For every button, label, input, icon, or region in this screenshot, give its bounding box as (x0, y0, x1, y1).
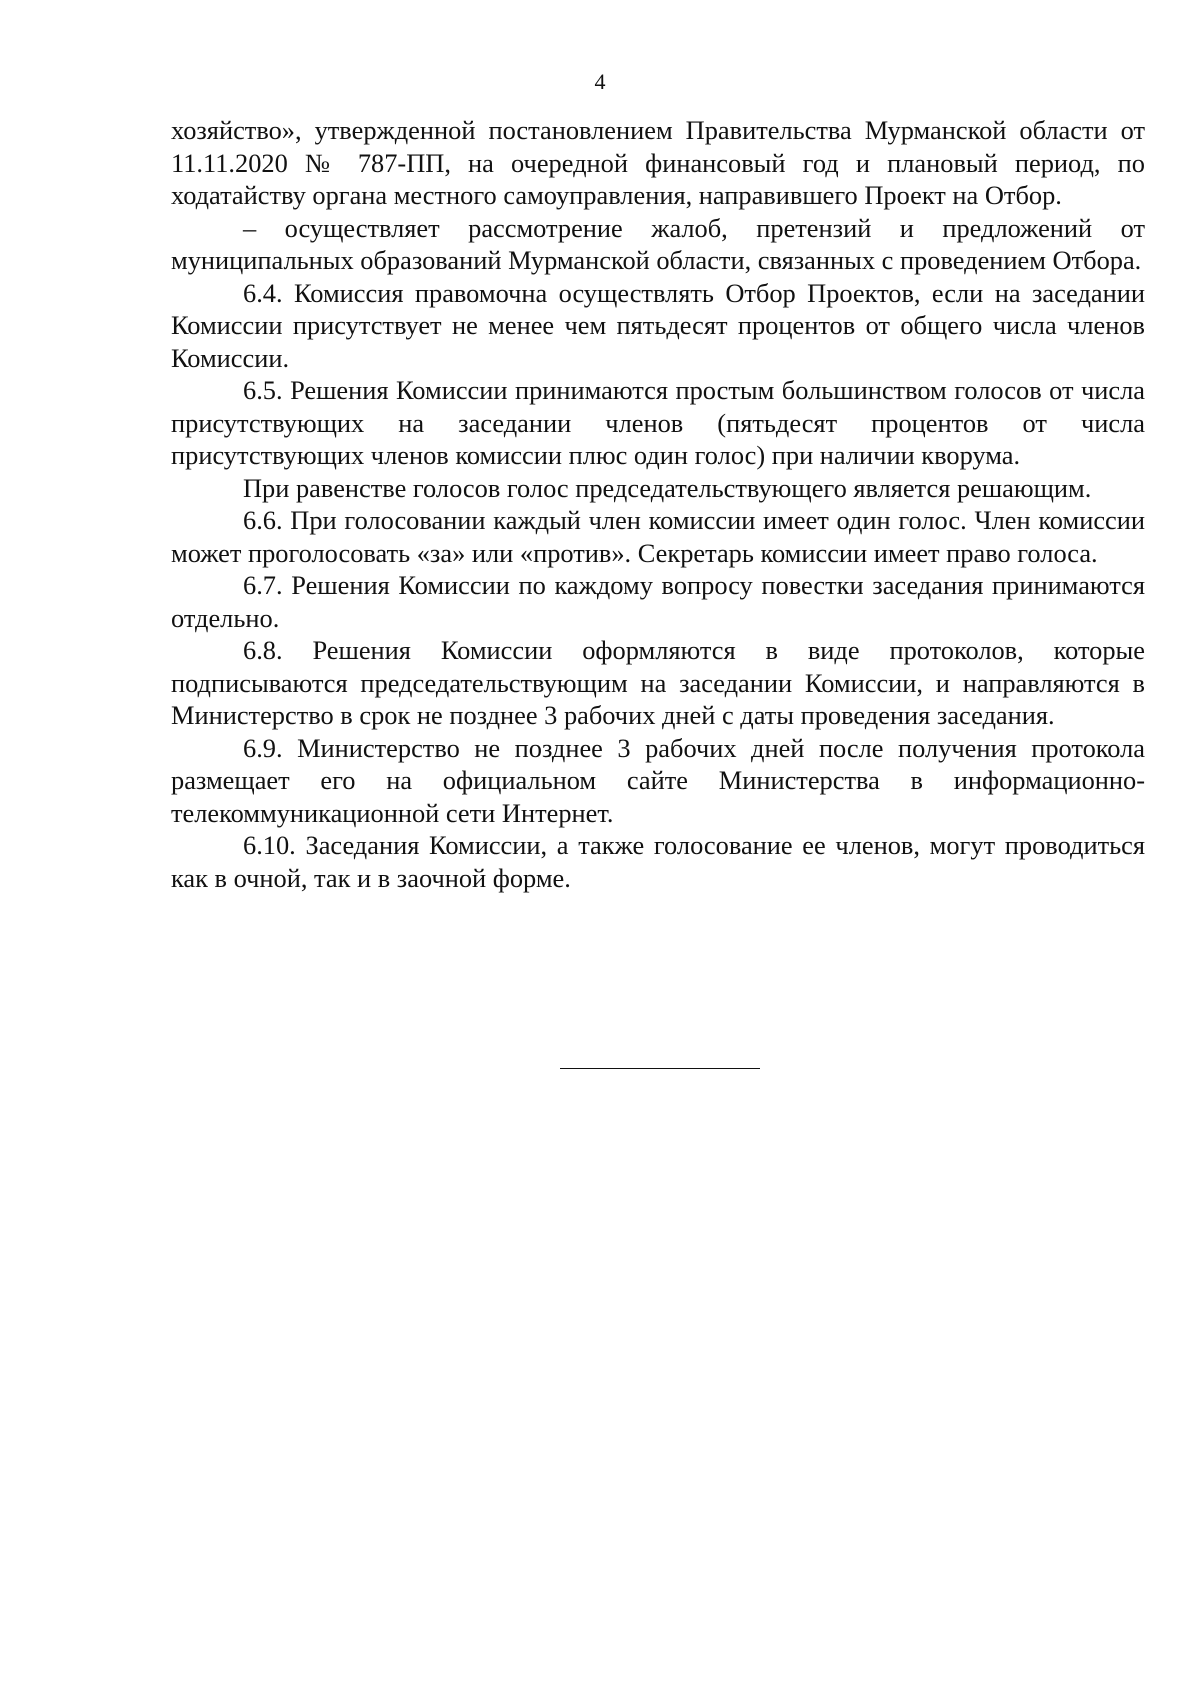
page-number: 4 (594, 69, 606, 94)
paragraph-6-6: 6.6. При голосовании каждый член комиссии имеет один голос. Член комиссии может проголосовать «за» или «против». Секретарь комиссии имеет право голоса. (171, 505, 1145, 568)
paragraph-complaints: – осуществляет рассмотрение жалоб, претензий и предложений от муниципальных образований Мурманской области, связанных с проведением Отбора. (171, 212, 1145, 275)
paragraph-6-5: 6.5. Решения Комиссии принимаются простым большинством голосов от числа присутствующих на заседании членов (пятьдесят процентов от числа присутствующих членов комиссии плюс один голос) при наличии кворума. (171, 375, 1145, 470)
document-body (171, 114, 1145, 894)
paragraph-6-10: 6.10. Заседания Комиссии, а также голосование ее членов, могут проводиться как в очной, так и в заочной форме. (171, 830, 1145, 893)
paragraph-6-4: 6.4. Комиссия правомочна осуществлять Отбор Проектов, если на заседании Комиссии присутствует не менее чем пятьдесят процентов от общего числа членов Комиссии. (171, 277, 1145, 373)
paragraph-continuation: хозяйство», утвержденной постановлением Правительства Мурманской области от 11.11.2020 № 787-ПП, на очередной финансовый год и плановый период, по ходатайству органа местного самоуправления, направившего Проект на Отбор. (171, 115, 1145, 210)
paragraph-6-8: 6.8. Решения Комиссии оформляются в виде протоколов, которые подписываются председательствующим на заседании Комиссии, и направляются в Министерство в срок не позднее 3 рабочих дней с даты проведения заседания. (171, 635, 1145, 730)
end-of-document-rule (560, 1068, 760, 1069)
paragraph-tie-vote: При равенстве голосов голос председательствующего является решающим. (243, 472, 1092, 503)
paragraph-6-9: 6.9. Министерство не позднее 3 рабочих дней после получения протокола размещает его на официальном сайте Министерства в информационно-телекоммуникационной сети Интернет. (171, 732, 1145, 828)
paragraph-6-7: 6.7. Решения Комиссии по каждому вопросу повестки заседания принимаются отдельно. (171, 570, 1145, 633)
